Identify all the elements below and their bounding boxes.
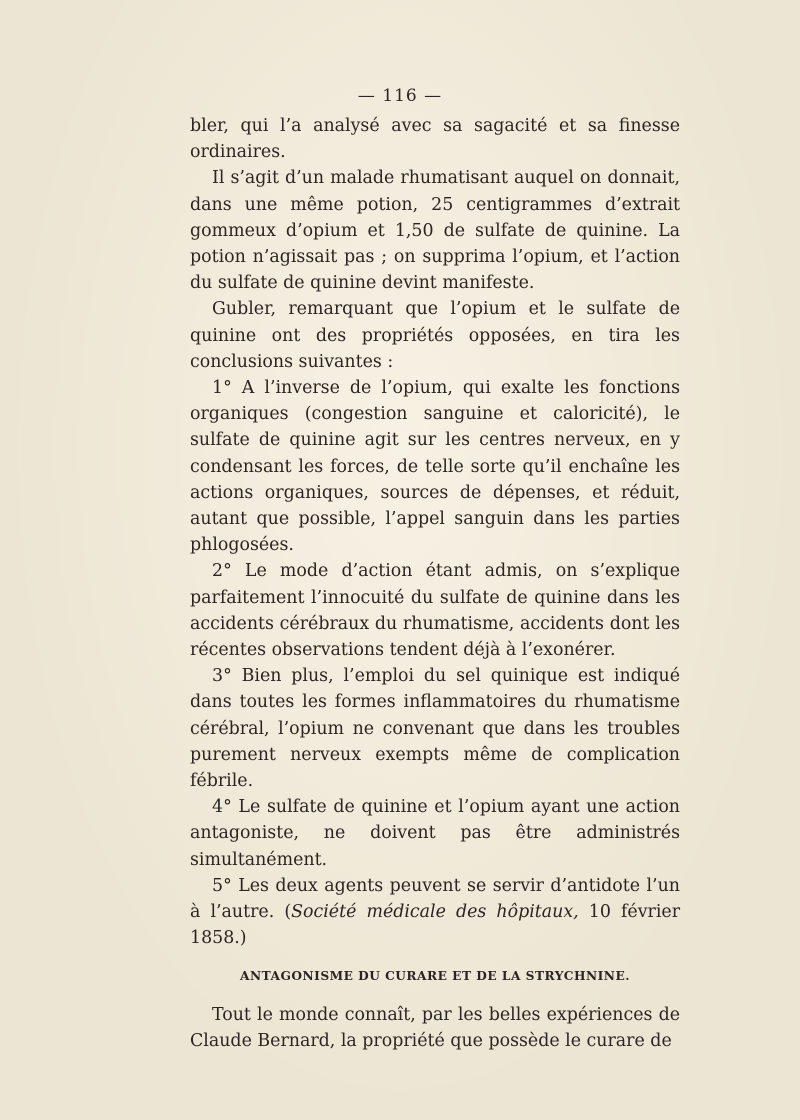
paragraph-9: Tout le monde connaît, par les belles expériences de Claude Bernard, la propriété que possède le curare de	[190, 1004, 680, 1051]
body-text	[190, 113, 680, 1054]
paragraph-1: bler, qui l’a analysé avec sa sagacité et sa finesse ordinaires.	[190, 116, 680, 163]
paragraph-3: Gubler, remarquant que l’opium et le sulfate de quinine ont des propriétés opposées, en tira les conclusions suivantes :	[190, 299, 680, 372]
paragraph-7: 4° Le sulfate de quinine et l’opium ayant une action antagoniste, ne doivent pas être administrés simultanément.	[190, 797, 680, 870]
citation-journal: Société médicale des hôpitaux,	[291, 902, 579, 923]
paragraph-8-text: 5° Les deux agents peuvent se servir d’antidote l’un à l’autre. (	[190, 875, 680, 923]
paragraph-6: 3° Bien plus, l’emploi du sel quinique est indiqué dans toutes les formes inflammatoires du rhumatisme cérébral, l’opium ne convenant que dans les troubles purement nerveux exempts même de complication fébrile.	[190, 666, 680, 792]
paragraph-2: Il s’agit d’un malade rhumatisant auquel on donnait, dans une même potion, 25 centigrammes d’extrait gommeux d’opium et 1,50 de sulfate de quinine. La potion n’agissait pas ; on supprima l’opium, et l’action du sulfate de quinine devint manifeste.	[190, 168, 680, 294]
citation-date: 10 février 1858.)	[190, 902, 681, 949]
page-number: — 116 —	[357, 86, 443, 106]
section-heading: ANTAGONISME DU CURARE ET DE LA STRYCHNINE.	[240, 968, 630, 983]
paragraph-8	[190, 873, 680, 952]
paragraph-5: 2° Le mode d’action étant admis, on s’explique parfaitement l’innocuité du sulfate de quinine dans les accidents cérébraux du rhumatisme, accidents dont les récentes observations tendent déjà à l’exonérer.	[190, 561, 680, 661]
paragraph-4: 1° A l’inverse de l’opium, qui exalte les fonctions organiques (congestion sanguine et caloricité), le sulfate de quinine agit sur les centres nerveux, en y condensant les forces, de telle sorte qu’il enchaîne les actions organiques, sources de dépenses, et réduit, autant que possible, l’appel sanguin dans les parties phlogosées.	[190, 378, 680, 556]
